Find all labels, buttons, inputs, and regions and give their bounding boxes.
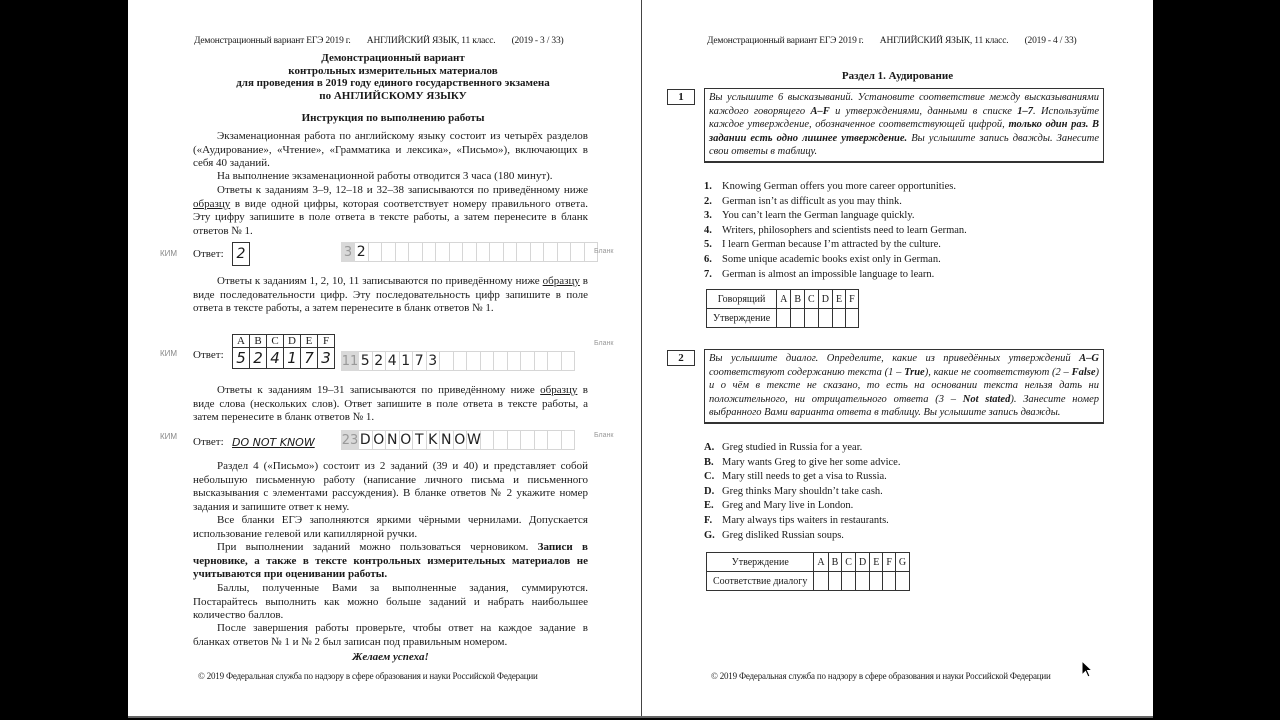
- item-text: Mary always tips waiters in restaurants.: [722, 514, 889, 526]
- page-footer: © 2019 Федеральная служба по надзору в сфере образования и науки Российской Федерации: [198, 671, 538, 681]
- form-cell: T: [413, 430, 427, 450]
- column-header: D: [855, 553, 869, 572]
- form-cell: [440, 351, 454, 371]
- form-cell: K: [427, 430, 441, 450]
- item-number: 2.: [704, 195, 712, 207]
- form-cell: [463, 242, 477, 262]
- form-cell: [454, 351, 468, 371]
- column-header: A: [777, 290, 791, 309]
- form-cell: [548, 351, 562, 371]
- sample-link[interactable]: образцу: [542, 275, 580, 287]
- item-text: German is almost an impossible language to learn.: [722, 268, 935, 280]
- bold-text: True: [904, 366, 925, 378]
- answer-table-task2: [706, 552, 910, 591]
- header-middle: АНГЛИЙСКИЙ ЯЗЫК, 11 класс.: [879, 36, 1009, 46]
- answer-form-row: [341, 242, 598, 262]
- row-header: Соответствие диалогу: [707, 572, 814, 591]
- form-cell: 2: [355, 242, 369, 262]
- page-footer: © 2019 Федеральная служба по надзору в сфере образования и науки Российской Федерации: [711, 671, 1051, 681]
- text: в виде слова (нескольких слов). Ответ запишите в поле ответа в тексте работы, а затем перенесите в бланк ответов № 1.: [193, 384, 588, 423]
- item-text: Greg and Mary live in London.: [722, 500, 854, 512]
- paragraph: [193, 170, 588, 184]
- answer-cell[interactable]: [805, 309, 819, 328]
- form-cell: [369, 242, 383, 262]
- document-viewer[interactable]: [128, 0, 1153, 718]
- title-line: по АНГЛИЙСКОМУ ЯЗЫКУ: [319, 89, 467, 102]
- form-cell: [562, 351, 576, 371]
- answer-box: 2: [232, 242, 250, 266]
- kim-label: КИМ: [160, 432, 178, 441]
- column-header: F: [318, 335, 335, 348]
- answer-cell[interactable]: [870, 572, 883, 591]
- answer-cell[interactable]: [818, 309, 832, 328]
- form-cell: O: [373, 432, 385, 448]
- answer-table-task1: [706, 289, 859, 328]
- item-letter: E.: [704, 500, 714, 512]
- form-cell: [544, 242, 558, 262]
- list-item: [704, 514, 900, 529]
- form-task-number: 11: [341, 351, 359, 371]
- answer-cell[interactable]: [832, 309, 845, 328]
- form-cell: 5: [359, 351, 373, 371]
- form-cell: [535, 351, 549, 371]
- form-cell: [517, 242, 531, 262]
- blank-label: Бланк: [594, 340, 614, 347]
- column-header: C: [842, 553, 856, 572]
- answer-cell[interactable]: [855, 572, 869, 591]
- item-text: Knowing German offers you more career opportunities.: [722, 181, 956, 192]
- answer-form-row: [341, 351, 575, 371]
- text: На выполнение экзаменационной работы отводится 3 часа (180 минут).: [217, 170, 553, 182]
- answer-form-row: [341, 430, 575, 450]
- column-header: G: [895, 553, 909, 572]
- answer-label: Ответ:: [193, 248, 224, 260]
- answer-cell: 5: [233, 348, 250, 369]
- answer-cell[interactable]: [777, 309, 791, 328]
- form-cell: [494, 351, 508, 371]
- form-cell: [548, 430, 562, 450]
- text: Ответы к заданиям 1, 2, 10, 11 записываются по приведённому ниже: [217, 275, 543, 287]
- form-cell: O: [400, 432, 412, 448]
- statements-list: [704, 441, 900, 543]
- form-cell: [396, 242, 410, 262]
- list-item: [704, 456, 900, 471]
- row-header: Утверждение: [707, 553, 814, 572]
- column-header: C: [267, 335, 284, 348]
- text: Вы услышите 6 высказываний. Установите соответствие между высказываниями каждого говорящего: [709, 92, 1099, 117]
- item-letter: D.: [704, 485, 715, 497]
- form-cell: [562, 430, 576, 450]
- page-header: [194, 36, 577, 46]
- mouse-pointer-icon: [1081, 660, 1093, 678]
- item-number: 6.: [704, 253, 712, 265]
- row-header: Говорящий: [707, 290, 777, 309]
- paragraph: [193, 582, 588, 623]
- answer-cell: 4: [267, 348, 284, 369]
- blank-label: Бланк: [594, 432, 614, 439]
- instructions-heading: Инструкция по выполнению работы: [301, 112, 485, 124]
- form-cell: [521, 430, 535, 450]
- form-cell: N: [440, 430, 454, 450]
- item-letter: B.: [704, 456, 714, 468]
- text: и утверждениями, данными в списке: [829, 105, 1018, 117]
- answer-label: Ответ:: [193, 436, 224, 448]
- form-task-number: 23: [341, 430, 359, 450]
- task-number: 2: [667, 350, 695, 366]
- item-number: 1.: [704, 181, 712, 192]
- item-text: Mary still needs to get a visa to Russia.: [722, 471, 887, 483]
- bold-text: 1–7: [1017, 105, 1033, 117]
- answer-value: DO NOT KNOW: [232, 436, 315, 449]
- form-cell: [494, 430, 508, 450]
- answer-cell[interactable]: [895, 572, 909, 591]
- column-header: F: [883, 553, 896, 572]
- item-number: 5.: [704, 239, 712, 251]
- answer-label: Ответ:: [193, 349, 224, 361]
- text: в виде последовательности цифр. Эту последовательность цифр запишите в поле ответа в тексте работы, а затем перенесите в бланк ответов № 1.: [193, 275, 588, 314]
- form-cell: 2: [373, 351, 387, 371]
- header-left: Демонстрационный вариант ЕГЭ 2019 г.: [707, 36, 864, 46]
- item-text: Mary wants Greg to give her some advice.: [722, 456, 901, 468]
- paragraph: [193, 460, 588, 514]
- list-item: [704, 195, 967, 210]
- viewer-bottom-edge: [128, 716, 1153, 718]
- form-cell: [531, 242, 545, 262]
- answer-cell[interactable]: [814, 572, 828, 591]
- page-header: [707, 36, 1090, 46]
- form-cell: 7: [413, 351, 427, 371]
- item-text: German isn’t as difficult as you may think.: [722, 195, 902, 207]
- answer-cell: 7: [301, 348, 318, 369]
- column-header: B: [250, 335, 267, 348]
- text: Вы услышите запись дважды. Занесите свои ответы в таблицу.: [709, 132, 1099, 157]
- answer-cell: 2: [250, 348, 267, 369]
- page-4: [642, 0, 1153, 718]
- form-cell: 4: [386, 351, 400, 371]
- answer-sequence-table: [232, 334, 335, 369]
- form-cell: [436, 242, 450, 262]
- form-cell: D: [359, 432, 371, 448]
- text: Экзаменационная работа по английскому языку состоит из четырёх разделов («Аудирование», «Чтение», «Грамматика и лексика», «Письмо»), включающих в себя 40 заданий.: [193, 130, 588, 169]
- answer-cell[interactable]: [883, 572, 896, 591]
- list-item: [704, 253, 967, 268]
- text: соответствуют содержанию текста (1 –: [709, 366, 905, 378]
- form-cell: [450, 242, 464, 262]
- form-cell: O: [454, 432, 466, 448]
- list-item: [704, 485, 900, 500]
- paragraph: [193, 130, 588, 171]
- text: . Используйте каждое утверждение, обозначенное соответствующей цифрой,: [709, 105, 1099, 130]
- header-page-number: (2019 - 3 / 33): [511, 36, 564, 46]
- column-header: A: [233, 335, 250, 348]
- bold-text: только один раз. В задании есть одно лишнее утверждение.: [709, 119, 1100, 144]
- form-cell: [490, 242, 504, 262]
- column-header: E: [301, 335, 318, 348]
- text: Баллы, полученные Вами за выполненные задания, суммируются. Постарайтесь выполнить как можно больше заданий и набрать наибольшее количество баллов.: [193, 582, 588, 621]
- text: Ответы к заданиям 3–9, 12–18 и 32–38 записываются по приведённому ниже: [217, 184, 588, 196]
- bold-text: Not stated: [962, 393, 1011, 405]
- title-line: Демонстрационный вариант: [321, 52, 465, 64]
- form-cell: [467, 351, 481, 371]
- text: Ответы к заданиям 19–31 записываются по приведённому ниже: [217, 384, 541, 396]
- column-header: A: [814, 553, 828, 572]
- text: Раздел 4 («Письмо») состоит из 2 заданий (39 и 40) и представляет собой небольшую письменную работу (написание личного письма и письменного высказывания с элементами рассуждения). В бланке ответов № 2 укажите номер задания и запишите ответ к нему.: [193, 460, 588, 513]
- form-cell: N: [386, 430, 400, 450]
- paragraph: [193, 514, 588, 541]
- sample-link[interactable]: образцу: [540, 384, 578, 396]
- form-cell: 1: [400, 351, 414, 371]
- form-cell: [504, 242, 518, 262]
- item-letter: A.: [704, 442, 715, 453]
- bold-text: A–G: [1079, 353, 1099, 364]
- blank-label: Бланк: [594, 248, 614, 255]
- item-number: 3.: [704, 210, 712, 222]
- list-item: [704, 529, 900, 544]
- form-cell: [481, 430, 495, 450]
- list-item: [704, 224, 967, 239]
- item-text: Some unique academic books exist only in German.: [722, 253, 941, 265]
- form-cell: [558, 242, 572, 262]
- column-header: B: [791, 290, 805, 309]
- answer-cell[interactable]: [828, 572, 842, 591]
- answer-cell[interactable]: [842, 572, 856, 591]
- form-cell: [477, 242, 491, 262]
- item-letter: C.: [704, 471, 715, 483]
- bold-text: Записи в черновике, а также в тексте контрольных измерительных материалов не учитываются при оценивании работы.: [193, 541, 588, 580]
- item-text: Greg studied in Russia for a year.: [722, 442, 863, 453]
- answer-cell: 1: [284, 348, 301, 369]
- item-letter: F.: [704, 514, 713, 526]
- answer-cell[interactable]: [846, 309, 859, 328]
- text: При выполнении заданий можно пользоваться черновиком.: [217, 541, 538, 553]
- task-instruction: [704, 349, 1104, 424]
- form-cell: [508, 430, 522, 450]
- good-luck-text: Желаем успеха!: [352, 651, 429, 663]
- form-task-number: 3: [341, 242, 355, 262]
- item-text: Writers, philosophers and scientists need to learn German.: [722, 224, 967, 236]
- task-instruction: [704, 88, 1104, 163]
- item-number: 4.: [704, 224, 712, 236]
- header-page-number: (2019 - 4 / 33): [1024, 36, 1077, 46]
- item-text: Greg disliked Russian soups.: [722, 529, 844, 541]
- list-item: [704, 499, 900, 514]
- sample-link[interactable]: образцу: [193, 197, 231, 210]
- answer-cell[interactable]: [791, 309, 805, 328]
- statements-list: [704, 180, 967, 282]
- paragraph: [193, 184, 588, 238]
- form-cell: [409, 242, 423, 262]
- form-cell: [535, 430, 549, 450]
- item-text: Greg thinks Mary shouldn’t take cash.: [722, 485, 883, 497]
- item-text: You can’t learn the German language quickly.: [722, 210, 915, 222]
- page-3: [128, 0, 641, 718]
- text: ), какие не соответствуют (2 –: [924, 366, 1072, 378]
- row-header: Утверждение: [707, 309, 777, 328]
- column-header: D: [818, 290, 832, 309]
- title-line: для проведения в 2019 году единого государственного экзамена: [236, 77, 550, 89]
- item-number: 7.: [704, 268, 712, 280]
- kim-label: КИМ: [160, 349, 178, 358]
- form-cell: [571, 242, 585, 262]
- form-cell: [508, 351, 522, 371]
- answer-cell: 3: [318, 348, 335, 369]
- paragraph: [193, 622, 588, 649]
- paragraph: [193, 541, 588, 582]
- text: ) и о чём в тексте не сказано, то есть на основании текста нельзя дать ни положительного, ни отрицательного ответа (3 –: [709, 366, 1099, 405]
- list-item: [704, 470, 900, 485]
- form-cell: [423, 242, 437, 262]
- bold-text: A–F: [810, 105, 830, 117]
- column-header: F: [846, 290, 859, 309]
- form-cell: [481, 351, 495, 371]
- task-number: 1: [667, 89, 695, 105]
- header-left: Демонстрационный вариант ЕГЭ 2019 г.: [194, 36, 351, 46]
- item-letter: G.: [704, 529, 715, 541]
- paragraph: [193, 275, 588, 316]
- item-text: I learn German because I’m attracted by the culture.: [722, 239, 941, 251]
- list-item: [704, 238, 967, 253]
- paragraph: [193, 384, 588, 425]
- column-header: D: [284, 335, 301, 348]
- form-cell: W: [467, 432, 481, 448]
- form-cell: 3: [427, 351, 441, 371]
- list-item: [704, 441, 900, 456]
- bold-text: False: [1071, 366, 1096, 378]
- list-item: [704, 268, 967, 283]
- text: в виде одной цифры, которая соответствует номеру правильного ответа. Эту цифру запишите в поле ответа в тексте работы, а затем перенесите в бланк ответов № 1.: [193, 197, 588, 237]
- column-header: C: [805, 290, 819, 309]
- form-cell: [521, 351, 535, 371]
- section-title: Раздел 1. Аудирование: [841, 70, 954, 82]
- text: ). Занесите номер выбранного Вами варианта ответа в таблицу. Вы услышите запись дважды.: [709, 393, 1099, 418]
- form-cell: [382, 242, 396, 262]
- column-header: E: [832, 290, 845, 309]
- list-item: [704, 180, 967, 195]
- title-line: контрольных измерительных материалов: [288, 64, 498, 77]
- kim-label: КИМ: [160, 249, 178, 258]
- text: Вы услышите диалог. Определите, какие из приведённых утверждений: [709, 353, 1080, 364]
- text: После завершения работы проверьте, чтобы ответ на каждое задание в бланках ответов № 1 и № 2 был записан под правильным номером.: [193, 622, 588, 648]
- document-title: [188, 52, 598, 102]
- text: Все бланки ЕГЭ заполняются яркими чёрными чернилами. Допускается использование гелевой или капиллярной ручки.: [193, 514, 588, 540]
- column-header: E: [870, 553, 883, 572]
- list-item: [704, 209, 967, 224]
- header-middle: АНГЛИЙСКИЙ ЯЗЫК, 11 класс.: [366, 36, 496, 46]
- column-header: B: [828, 553, 842, 572]
